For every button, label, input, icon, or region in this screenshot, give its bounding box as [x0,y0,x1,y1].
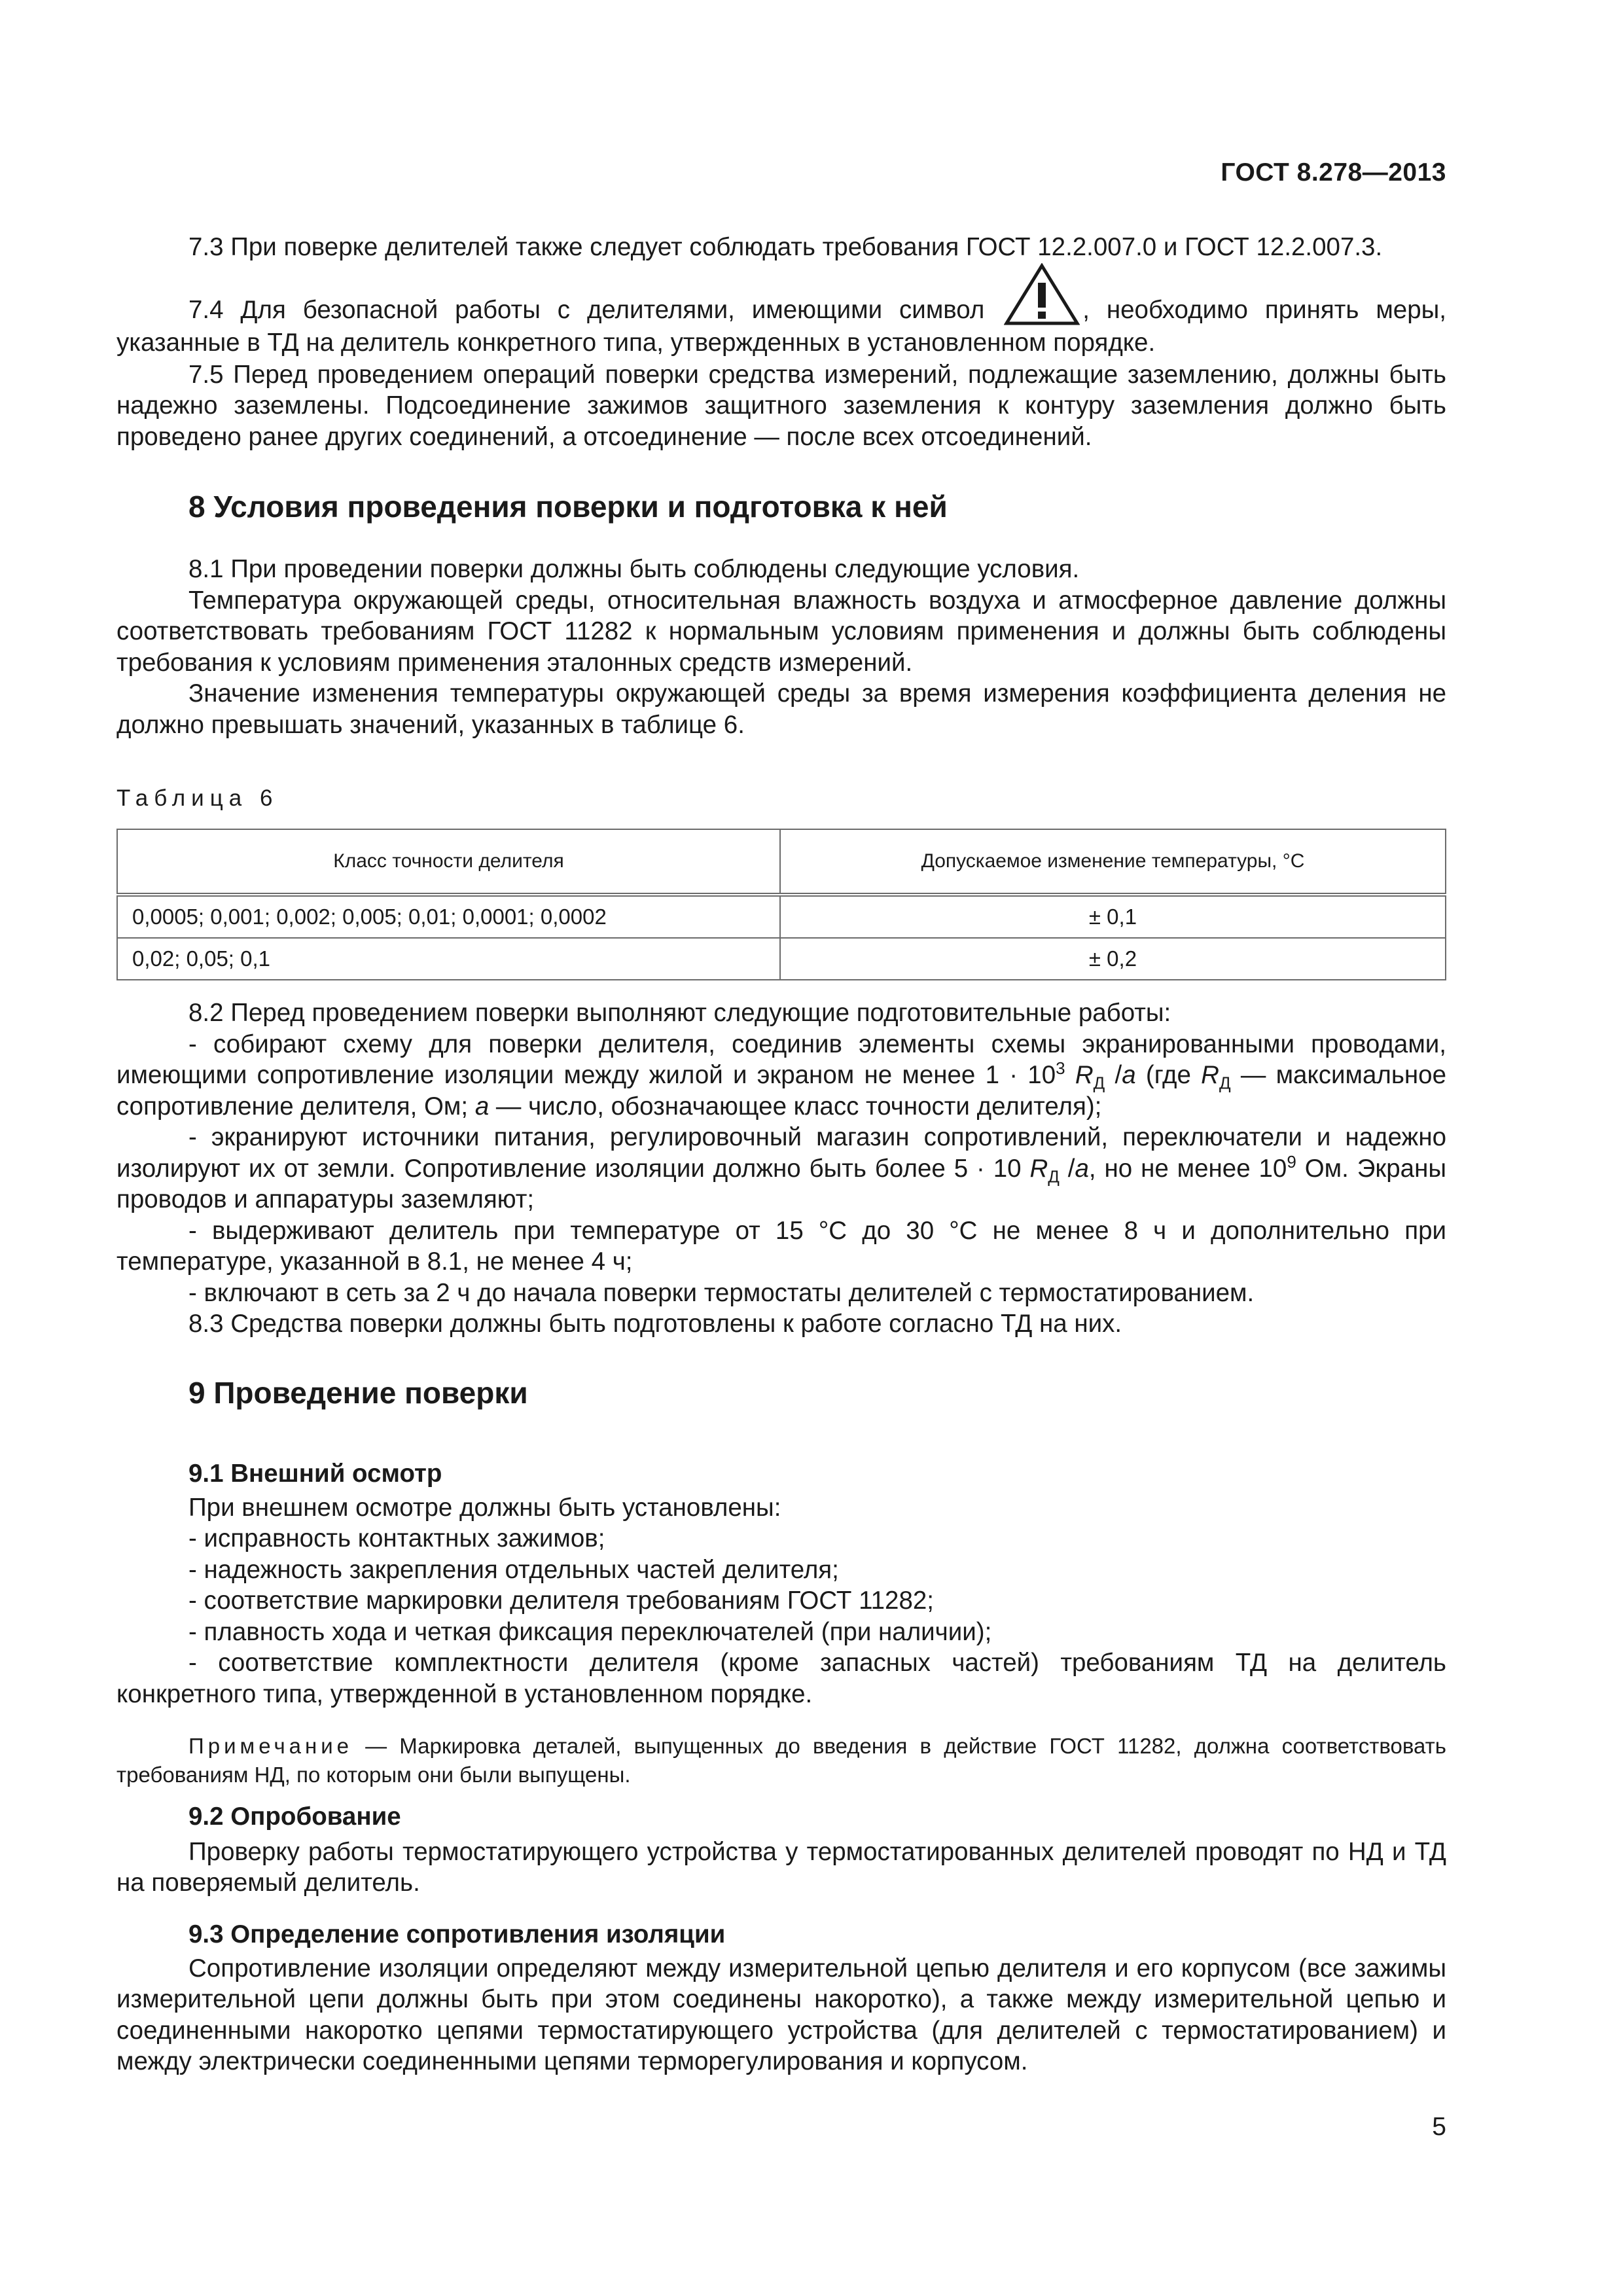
slash: / [1105,1061,1122,1089]
subsection-9-2-title: 9.2 Опробование [188,1803,401,1831]
section-9-title: 9 Проведение поверки [188,1376,528,1410]
table-header-accuracy-class: Класс точности делителя [117,829,780,895]
bullet-assemble-circuit [116,1029,1446,1122]
list-item: - соответствие маркировки делителя требованиям ГОСТ 11282; [188,1587,934,1615]
table-header-temperature-change: Допускаемое изменение температуры, °С [780,829,1446,895]
section-7-paragraphs [116,232,1446,452]
max-resistance-text: — максимальное сопротивление делителя, Ом; [116,1061,1446,1121]
section-8-2-paragraphs [116,997,1446,1340]
page-number: 5 [1432,2113,1446,2141]
warning-triangle-icon [1004,263,1080,326]
list-item: - исправность контактных зажимов; [188,1524,605,1552]
list-item: - надежность закрепления отдельных частей делителя; [188,1555,839,1584]
symbol-r: R [1075,1061,1094,1089]
subsection-9-1-title: 9.1 Внешний осмотр [188,1460,442,1488]
bullet-hold-temperature: - выдерживают делитель при температуре от 15 °С до 30 °С не менее 8 ч и дополнительно при температуре, указанной в 8.1, не менее 4 ч; [116,1216,1446,1276]
note [116,1732,1446,1789]
note-block [116,1732,1446,1789]
table-6-wrapper [116,829,1446,980]
subscript-d: Д [1093,1073,1105,1093]
bullet-shield-sources [116,1122,1446,1215]
subscript-d-2: Д [1219,1073,1231,1093]
section-8-1-paragraphs [116,554,1446,740]
table-cell-class: 0,02; 0,05; 0,1 [117,938,780,980]
list-item: - плавность хода и четкая фиксация переключателей (при наличии); [188,1617,992,1646]
document-header: ГОСТ 8.278—2013 [1221,158,1446,187]
subscript-d-3: Д [1048,1166,1060,1187]
table-header-row [117,829,1446,895]
table-6-block [116,784,1446,813]
section-9-2 [116,1801,1446,1899]
note-label: Примечание [188,1734,353,1758]
paragraph-7-5: 7.5 Перед проведением операций поверки средства измерений, подлежащие заземлению, должны быть надежно заземлены. Подсоединение зажимов защитного заземления к контуру заземления должно быть проведено ранее других соединений, а отсоединение — после всех отсоединений. [116,360,1446,451]
paragraph-7-3: 7.3 При поверке делителей также следует соблюдать требования ГОСТ 12.2.007.0 и ГОСТ 12.2.007.3. [188,233,1383,261]
bullet-shield-text-a: - экранируют источники питания, регулировочный магазин сопротивлений, переключатели и надежно изолируют их от земли. Сопротивление изоляции должно быть более 5 · 10 [116,1123,1446,1183]
paragraph-8-3: 8.3 Средства поверки должны быть подготовлены к работе согласно ТД на них. [188,1310,1122,1338]
paragraph-8-2: 8.2 Перед проведением поверки выполняют следующие подготовительные работы: [188,999,1171,1027]
list-item: - соответствие комплектности делителя (кроме запасных частей) требованиям ТД на делитель конкретного типа, утвержденной в установленном порядке. [116,1649,1446,1708]
section-8 [116,488,1446,525]
paragraph-9-3: Сопротивление изоляции определяют между измерительной цепью делителя и его корпусом (все зажимы измерительной цепи должны быть при этом соединены накоротко), а также между измерительной цепью и соединенными накоротко цепями термостатирующего устройства (для делителей с термостатированием) и между электрически соединенными цепями терморегулирования и корпусом. [116,1954,1446,2075]
exponent-9: 9 [1287,1151,1296,1172]
paragraph-8-1: 8.1 При проведении поверки должны быть соблюдены следующие условия. [188,555,1080,583]
symbol-r-3: R [1029,1154,1048,1183]
section-9 [116,1374,1446,1411]
table-cell-temperature: ± 0,1 [780,895,1446,938]
table-row [117,895,1446,938]
paragraph-8-1-conditions: Температура окружающей среды, относительная влажность воздуха и атмосферное давление должны соответствовать требованиям ГОСТ 11282 к нормальным условиям применения и должны быть соблюдены требования к условиям применения эталонных средств измерений. [116,586,1446,677]
table-cell-temperature: ± 0,2 [780,938,1446,980]
symbol-r-2: R [1201,1061,1219,1089]
paragraph-7-4-text-a: 7.4 Для безопасной работы с делителями, имеющими символ [188,295,985,324]
section-9-1 [116,1458,1446,1710]
paragraph-7-4-text-b: , необходимо принять меры, указанные в ТД на делитель конкретного типа, утвержденных в установленном порядке. [116,295,1447,357]
class-text: — число, обозначающее класс точности делителя); [489,1092,1102,1121]
section-8-title: 8 Условия проведения поверки и подготовка к ней [188,490,948,524]
symbol-a-3: a [1075,1154,1089,1183]
subsection-9-3-title: 9.3 Определение сопротивления изоляции [188,1920,726,1948]
bullet-thermostats: - включают в сеть за 2 ч до начала поверки термостаты делителей с термостатированием. [188,1278,1255,1307]
exponent-3: 3 [1056,1058,1065,1079]
table-cell-class: 0,0005; 0,001; 0,002; 0,005; 0,01; 0,0001; 0,0002 [117,895,780,938]
paragraph-7-4 [116,263,1446,359]
table-6 [116,829,1446,980]
slash-2: / [1059,1154,1075,1183]
section-9-3 [116,1919,1446,2077]
paragraph-9-1: При внешнем осмотре должны быть установлены: [188,1493,781,1522]
bullet-shield-text-c: Ом. Экраны проводов и аппаратуры заземляют; [116,1154,1446,1213]
symbol-a-2: a [474,1092,490,1121]
where-text: (где [1135,1061,1202,1089]
paragraph-8-1-temperature: Значение изменения температуры окружающей среды за время измерения коэффициента деления не должно превышать значений, указанных в таблице 6. [116,679,1446,739]
table-row [117,938,1446,980]
note-text: — Маркировка деталей, выпущенных до введения в действие ГОСТ 11282, должна соответствовать требованиям НД, по которым они были выпущены. [116,1734,1446,1787]
paragraph-9-2: Проверку работы термостатирующего устройства у термостатированных делителей проводят по НД и ТД на поверяемый делитель. [116,1837,1446,1897]
symbol-a: a [1122,1061,1136,1089]
table-caption: Таблица 6 [116,785,279,811]
bullet-assemble-text-a: - собирают схему для поверки делителя, соединив элементы схемы экранированными проводами, имеющими сопротивление изоляции между жилой и экраном не менее 1 · 10 [116,1030,1446,1089]
bullet-shield-text-b: , но не менее 10 [1088,1154,1287,1183]
